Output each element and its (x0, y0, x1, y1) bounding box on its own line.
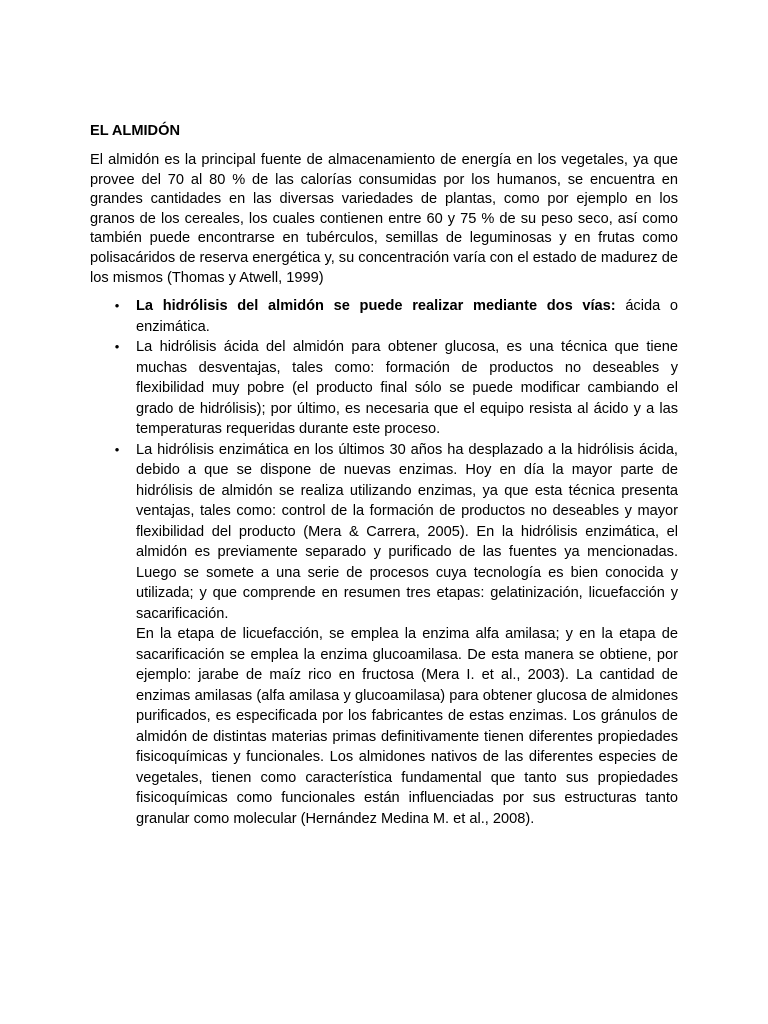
bullet-item-2 (90, 337, 678, 440)
intro-paragraph: El almidón es la principal fuente de almacenamiento de energía en los vegetales, ya que provee del 70 al 80 % de las calorías consumidas por los humanos, se encuentra en grandes cantidades en las diversas variedades de plantas, como por ejemplo en los granos de los cereales, los cuales contienen entre 60 y 75 % de su peso seco, así como también puede encontrarse en tubérculos, semillas de leguminosas y en frutas como polisacáridos de reserva energética y, su concentración varía con el estado de madurez de los mismos (Thomas y Atwell, 1999) (90, 152, 678, 286)
document-page (90, 121, 678, 829)
bullet-item-1-text: ácida o enzimática. (136, 298, 678, 335)
bullet-item-3 (90, 440, 678, 625)
bullet-icon: • (114, 339, 120, 355)
bullet-item-2-text: La hidrólisis ácida del almidón para obtener glucosa, es una técnica que tiene muchas desventajas, tales como: formación de productos no deseables y flexibilidad muy pobre (el producto final sólo se puede modificar cambiando el grado de hidrólisis); por último, es necesaria que el equipo resista al ácido y a las temperaturas requeridas durante este proceso. (136, 339, 678, 438)
bullet-icon: • (114, 441, 120, 457)
bullet-list (90, 296, 678, 624)
bullet-icon: • (114, 298, 120, 314)
bullet-item-1-bold-lead: La hidrólisis del almidón se puede realizar mediante dos vías: (136, 298, 616, 315)
bullet-item-3-text: La hidrólisis enzimática en los últimos 30 años ha desplazado a la hidrólisis ácida, debido a que se dispone de nuevas enzimas. Hoy en día la mayor parte de hidrólisis de almidón se realiza utilizando enzimas, ya que esta técnica presenta ventajas, tales como: control de la formación de productos no deseables y mayor flexibilidad del producto (Mera & Carrera, 2005). En la hidrólisis enzimática, el almidón es previamente separado y purificado de las fuentes ya mencionadas. Luego se somete a una serie de procesos cuya tecnología es bien conocida y utilizada; y que comprende en resumen tres etapas: gelatinización, licuefacción y sacarificación. (136, 441, 678, 622)
bullet-item-1 (90, 296, 678, 337)
document-title: EL ALMIDÓN (90, 123, 180, 139)
continuation-paragraph: En la etapa de licuefacción, se emplea la enzima alfa amilasa; y en la etapa de sacarificación se emplea la enzima glucoamilasa. De esta manera se obtiene, por ejemplo: jarabe de maíz rico en fructosa (Mera I. et al., 2003). La cantidad de enzimas amilasas (alfa amilasa y glucoamilasa) para obtener glucosa de almidones purificados, es especificada por los fabricantes de estas enzimas. Los gránulos de almidón de distintas materias primas definitivamente tienen diferentes propiedades fisicoquímicas y funcionales. Los almidones nativos de las diferentes especies de vegetales, tienen como característica fundamental que tanto sus propiedades fisicoquímicas como funcionales están influenciadas por sus estructuras tanto granular como molecular (Hernández Medina M. et al., 2008). (136, 626, 678, 827)
